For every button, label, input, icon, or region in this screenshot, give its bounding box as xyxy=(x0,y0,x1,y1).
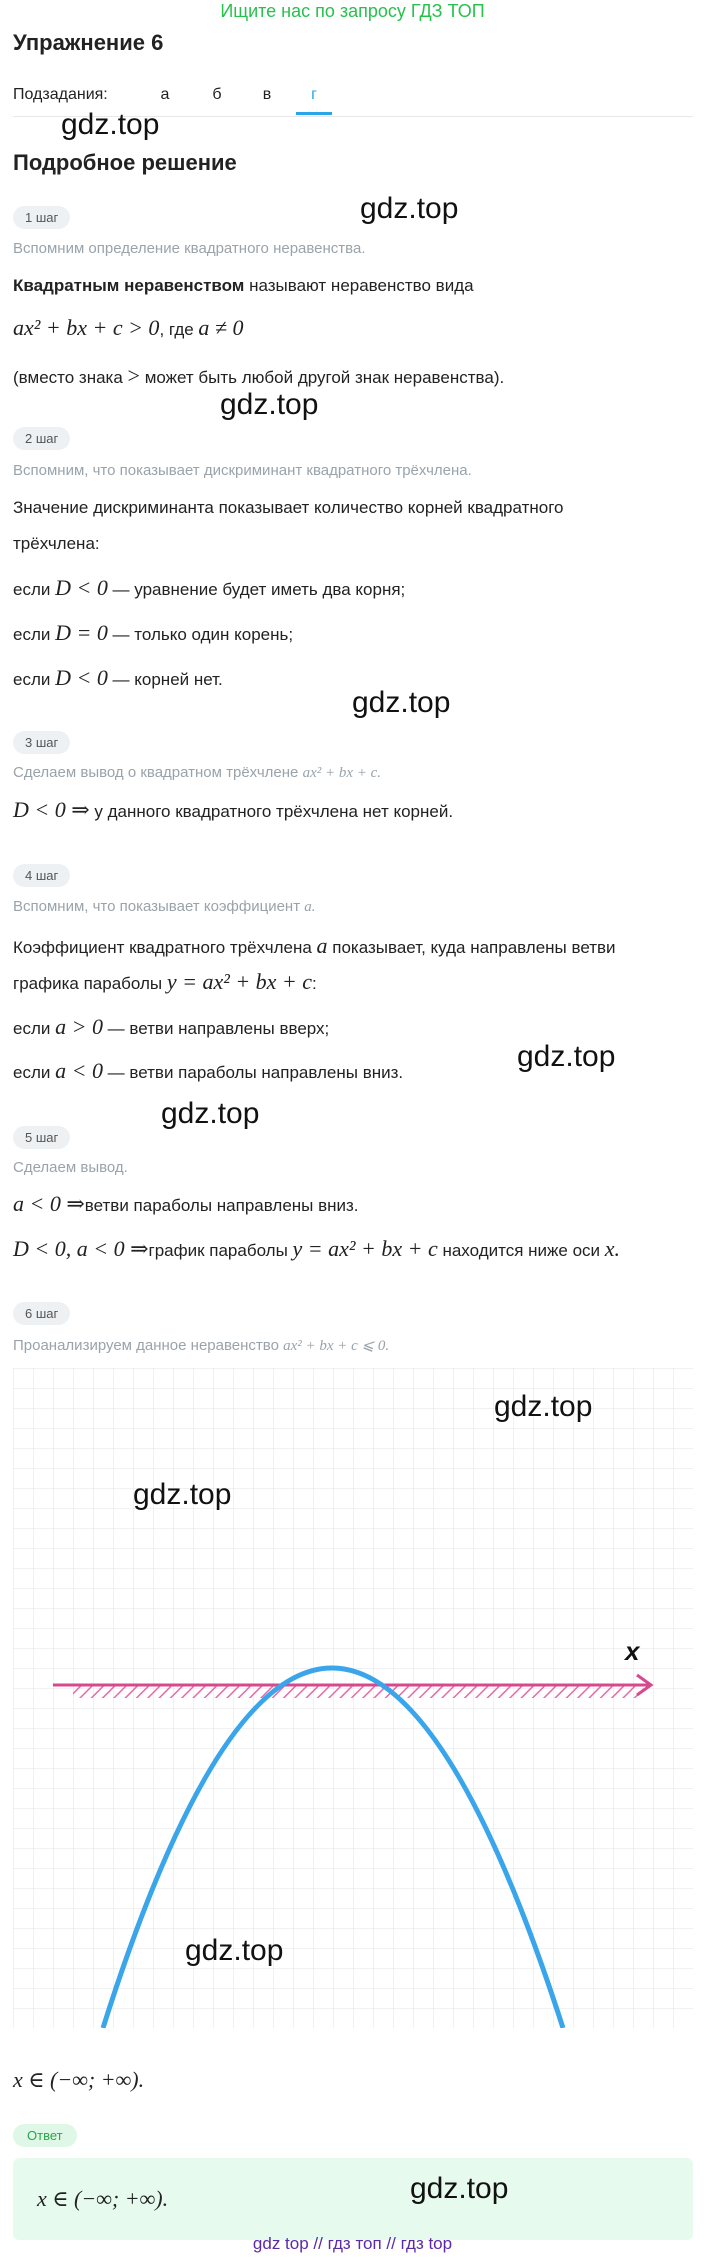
text: показывает, куда направлены ветви xyxy=(327,938,616,957)
conclusion-line xyxy=(13,798,453,824)
step-badge: 4 шаг xyxy=(13,864,70,887)
text-line: Значение дискриминанта показывает количество корней квадратного xyxy=(13,498,564,517)
step-badge: 2 шаг xyxy=(13,427,70,450)
case-math: D = 0 xyxy=(55,620,108,645)
step-note: Вспомним, что показывает дискриминант квадратного трёхчлена. xyxy=(13,462,472,479)
case-text: если xyxy=(13,625,56,644)
tab-b[interactable]: б xyxy=(212,86,222,103)
note-text: Сделаем вывод о квадратном трёхчлене xyxy=(13,764,303,781)
text-line xyxy=(13,934,616,960)
tab-v[interactable]: в xyxy=(262,86,272,103)
case-line xyxy=(13,621,293,647)
note-math: ax² + bx + c ⩽ 0. xyxy=(283,1338,390,1354)
text: Коэффициент квадратного трёхчлена xyxy=(13,938,317,957)
conclusion-math: x. xyxy=(604,1236,621,1261)
math: y = ax² + bx + c xyxy=(166,969,313,994)
case-text: — только один корень; xyxy=(107,625,294,644)
math: a xyxy=(316,933,328,958)
note-math: a. xyxy=(304,899,316,915)
conclusion-math: a < 0 ⇒ xyxy=(13,1191,85,1216)
step-note: Вспомним определение квадратного неравенства. xyxy=(13,240,366,257)
step-badge: 3 шаг xyxy=(13,731,70,754)
note-text: (вместо знака xyxy=(13,368,128,387)
conclusion-text: у данного квадратного трёхчлена нет корней. xyxy=(89,802,454,821)
case-math: a < 0 xyxy=(55,1058,103,1083)
definition-line xyxy=(13,274,474,298)
conclusion-line xyxy=(13,1192,359,1218)
x-axis-label: x xyxy=(625,1636,640,1666)
parabola-graph xyxy=(13,1368,693,2028)
conclusion-text: находится ниже оси xyxy=(437,1241,605,1260)
watermark: gdz.top xyxy=(161,1097,260,1130)
watermark: gdz.top xyxy=(352,686,451,719)
subtasks-label: Подзадания: xyxy=(13,86,108,103)
definition-term: Квадратным неравенством xyxy=(13,276,245,295)
case-math: D < 0 xyxy=(55,575,108,600)
text-line: трёхчлена: xyxy=(13,534,100,553)
tab-a[interactable]: а xyxy=(160,86,170,103)
tab-g[interactable]: г xyxy=(296,86,332,115)
note-text: Вспомним, что показывает коэффициент xyxy=(13,898,305,915)
text: графика параболы xyxy=(13,974,167,993)
note-text: может быть любой другой знак неравенства). xyxy=(139,368,505,387)
watermark: gdz.top xyxy=(185,1934,284,1967)
conclusion-text: график параболы xyxy=(148,1241,293,1260)
note-text: Проанализируем данное неравенство xyxy=(13,1337,284,1354)
note-line xyxy=(13,364,504,390)
step-note xyxy=(13,898,316,916)
case-line xyxy=(13,666,223,692)
case-line xyxy=(13,1015,329,1041)
case-line xyxy=(13,576,405,602)
step-note xyxy=(13,1336,389,1355)
conclusion-math: D < 0 ⇒ xyxy=(13,797,90,822)
formula-line xyxy=(13,316,244,342)
promo-banner[interactable]: Ищите нас по запросу ГДЗ ТОП xyxy=(220,1,485,21)
case-text: — уравнение будет иметь два корня; xyxy=(107,580,406,599)
watermark: gdz.top xyxy=(220,388,319,421)
step-note: Сделаем вывод. xyxy=(13,1159,128,1176)
case-text: — ветви параболы направлены вниз. xyxy=(102,1063,404,1082)
case-text: — корней нет. xyxy=(107,670,223,689)
case-text: если xyxy=(13,670,56,689)
answer-badge: Ответ xyxy=(13,2124,77,2147)
note-math: ax² + bx + c. xyxy=(302,765,382,781)
case-line xyxy=(13,1059,403,1085)
watermark: gdz.top xyxy=(61,108,160,141)
page-title: Упражнение 6 xyxy=(13,30,164,55)
case-math: a > 0 xyxy=(55,1014,103,1039)
text-line xyxy=(13,970,317,996)
result-math: x ∈ (−∞; +∞). xyxy=(13,2067,145,2092)
footer-links[interactable]: gdz top // гдз топ // гдз top xyxy=(252,2234,453,2253)
step-badge: 5 шаг xyxy=(13,1126,70,1149)
conclusion-math: D < 0, a < 0 ⇒ xyxy=(13,1236,149,1261)
text: : xyxy=(312,974,317,993)
hatched-region xyxy=(73,1686,643,1698)
formula-where: , где xyxy=(159,320,199,339)
step-note xyxy=(13,764,381,782)
note-symbol: > xyxy=(127,363,140,388)
case-math: D < 0 xyxy=(55,665,108,690)
step-badge: 1 шаг xyxy=(13,206,70,229)
case-text: если xyxy=(13,580,56,599)
answer-value: x ∈ (−∞; +∞). xyxy=(37,2186,169,2211)
formula-cond: a ≠ 0 xyxy=(198,315,244,340)
watermark: gdz.top xyxy=(410,2172,509,2205)
watermark: gdz.top xyxy=(494,1390,593,1423)
definition-text: называют неравенство вида xyxy=(244,276,474,295)
watermark: gdz.top xyxy=(360,192,459,225)
result-line xyxy=(13,2068,144,2094)
watermark: gdz.top xyxy=(517,1040,616,1073)
conclusion-text: ветви параболы направлены вниз. xyxy=(84,1196,359,1215)
conclusion-line xyxy=(13,1237,620,1263)
answer-box xyxy=(13,2158,693,2240)
formula: ax² + bx + c > 0 xyxy=(13,315,160,340)
step-badge: 6 шаг xyxy=(13,1302,70,1325)
case-text: если xyxy=(13,1063,56,1082)
section-heading: Подробное решение xyxy=(13,150,237,175)
case-text: — ветви направлены вверх; xyxy=(102,1019,330,1038)
watermark: gdz.top xyxy=(133,1478,232,1511)
case-text: если xyxy=(13,1019,56,1038)
conclusion-math: y = ax² + bx + c xyxy=(292,1236,438,1261)
answer-line xyxy=(37,2186,168,2212)
